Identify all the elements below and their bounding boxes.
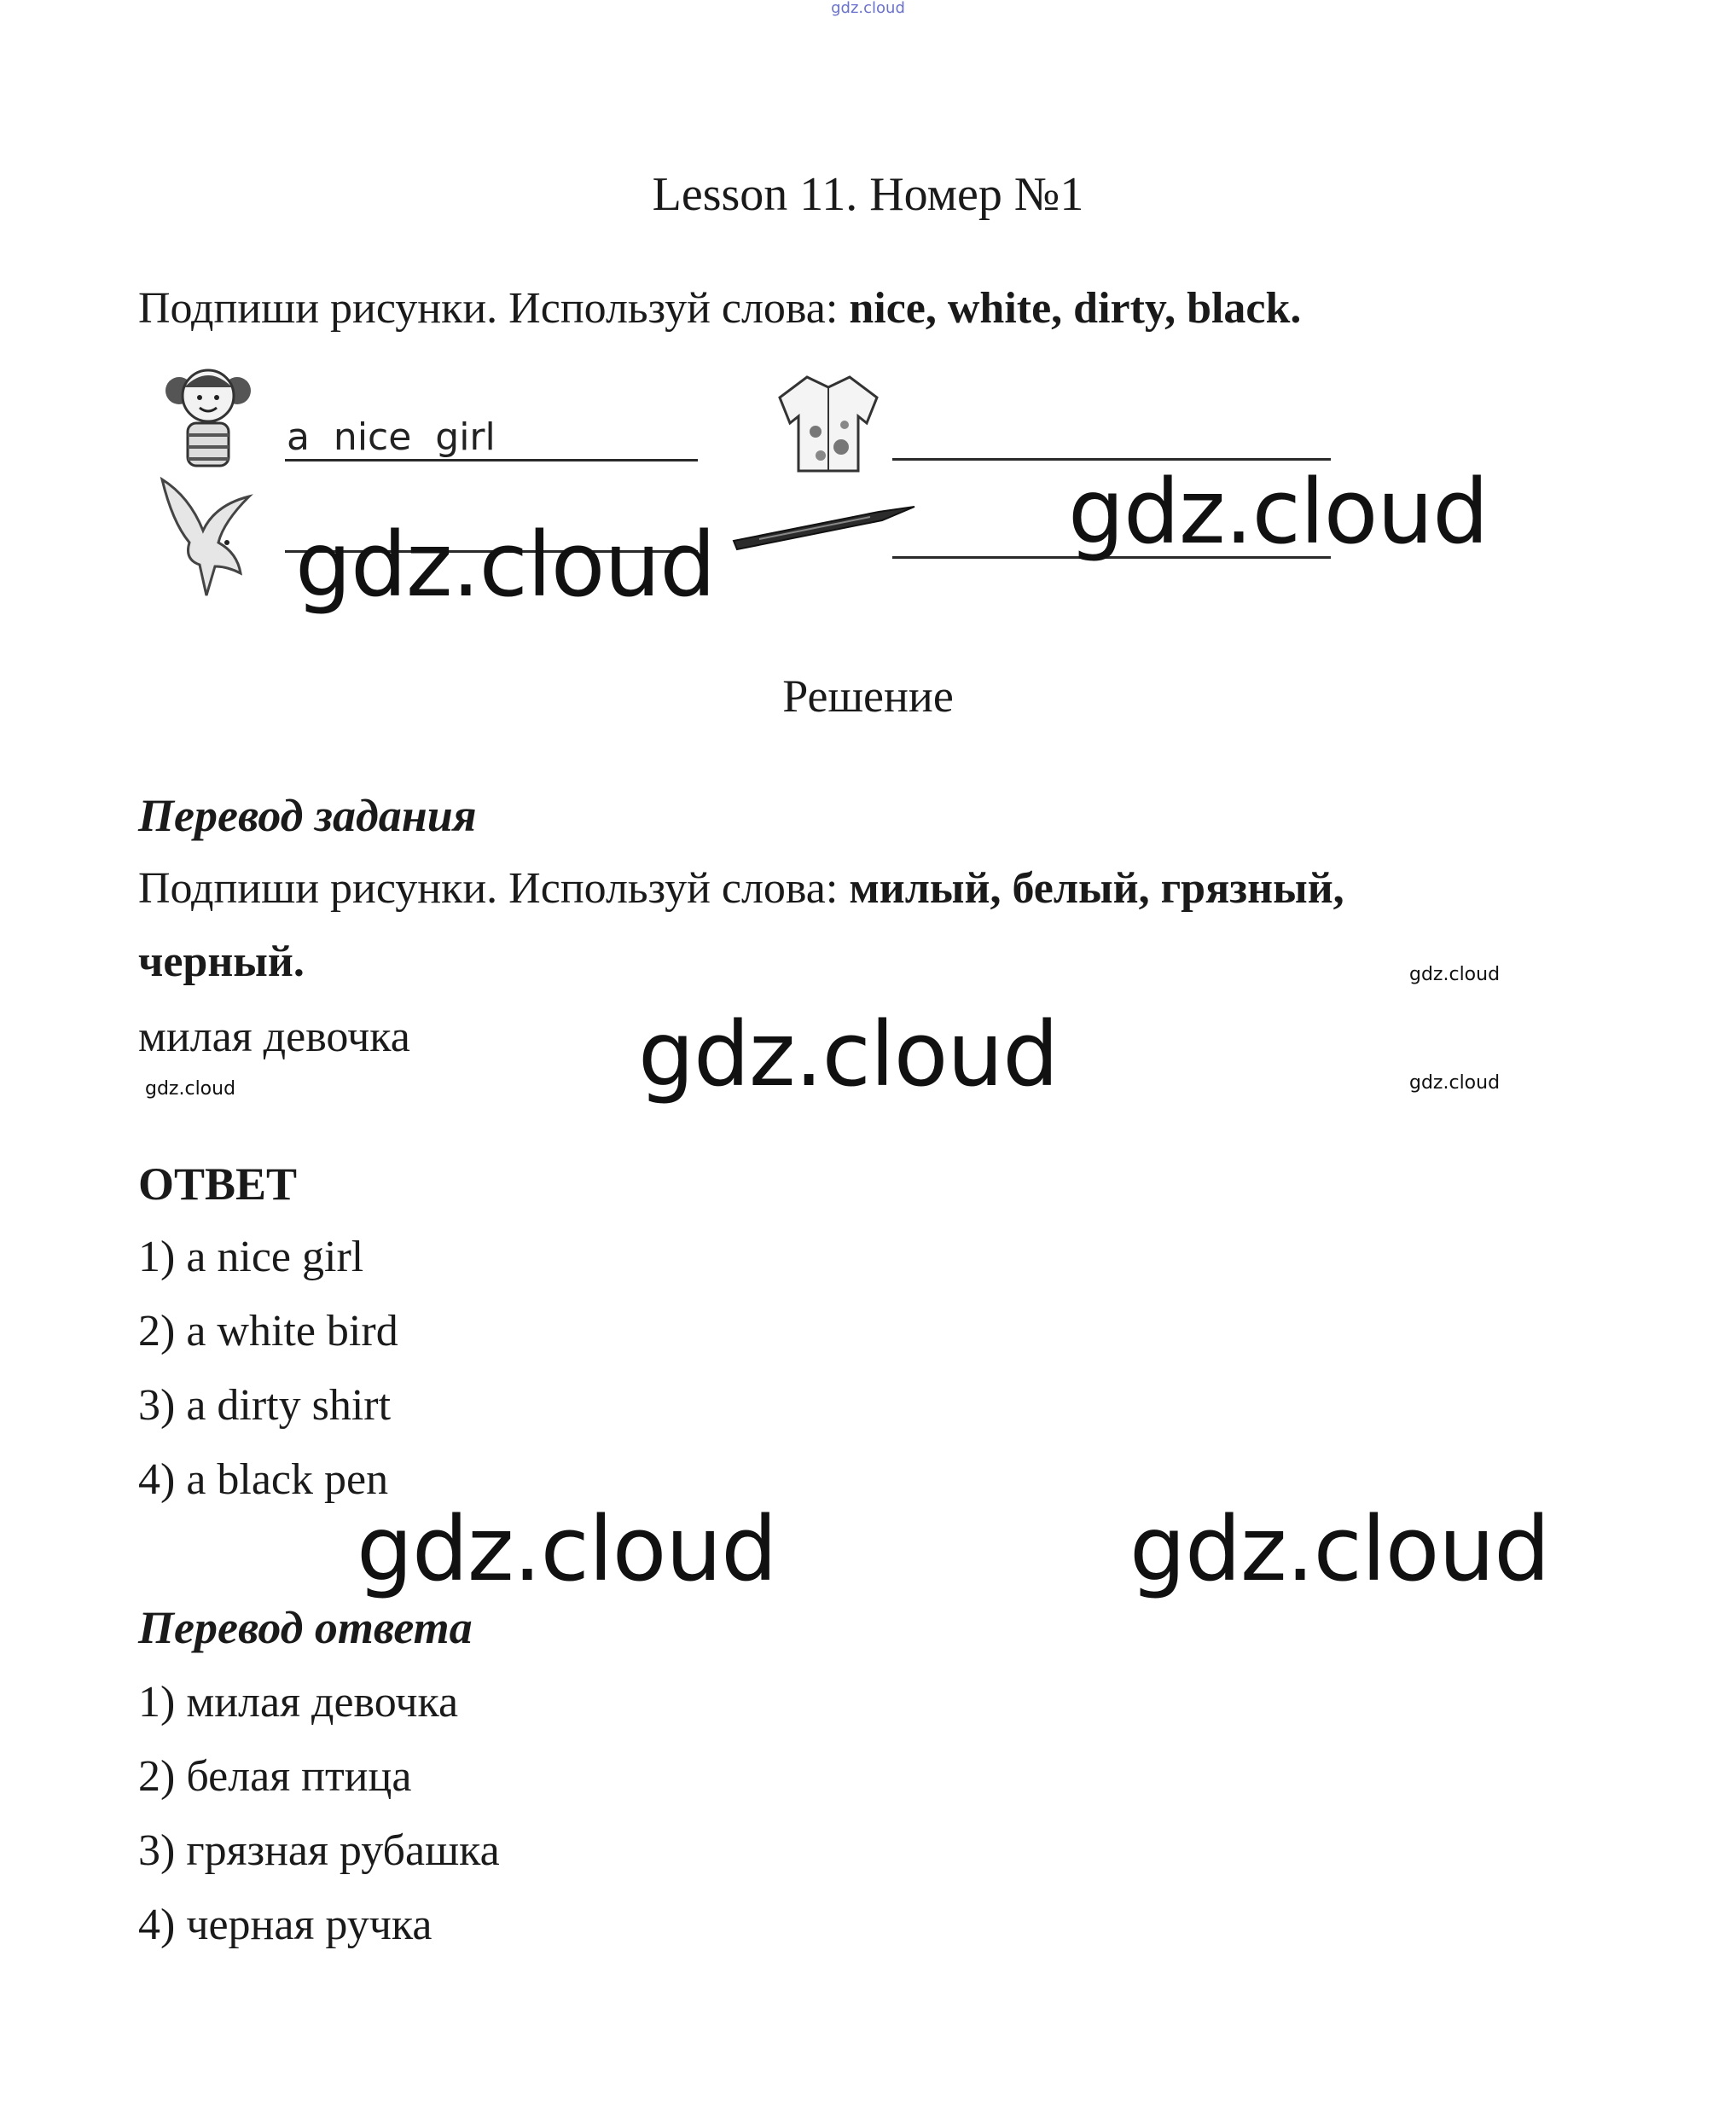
watermark-big-2: gdz.cloud — [1068, 460, 1489, 564]
translation-words-2: черный. — [138, 937, 305, 986]
translation-prefix: Подпиши рисунки. Используй слова: — [138, 864, 850, 913]
top-watermark: gdz.cloud — [831, 0, 905, 17]
answer-line-1 — [285, 459, 698, 461]
answer-translation-item: 4) черная ручка — [138, 1901, 433, 1949]
watermark-small-2: gdz.cloud — [145, 1078, 236, 1100]
answer-translation-item: 2) белая птица — [138, 1752, 412, 1801]
translation-words-1: милый, белый, грязный, — [849, 864, 1344, 913]
translation-example: милая девочка — [138, 1013, 410, 1061]
answer-translation-item: 1) милая девочка — [138, 1678, 459, 1727]
solution-title: Решение — [782, 670, 954, 722]
bird-icon — [155, 471, 266, 599]
watermark-small-3: gdz.cloud — [1409, 1072, 1501, 1094]
girl-answer-text: a nice girl — [287, 415, 496, 459]
watermark-small-1: gdz.cloud — [1409, 964, 1501, 985]
answer-translation-item: 3) грязная рубашка — [138, 1826, 500, 1875]
watermark-big-3: gdz.cloud — [638, 1002, 1059, 1106]
task-instruction — [138, 282, 1301, 336]
watermark-big-5: gdz.cloud — [1129, 1497, 1550, 1601]
task-prefix: Подпиши рисунки. Используй слова: — [138, 284, 850, 333]
task-words: nice, white, dirty, black. — [849, 284, 1302, 333]
girl-icon — [157, 357, 259, 467]
pen-icon — [725, 502, 921, 553]
answer-item: 2) a white bird — [138, 1307, 398, 1355]
shirt-icon — [773, 372, 884, 474]
translation-line-1 — [138, 862, 1344, 916]
translation-line-2 — [138, 935, 305, 990]
page-title: Lesson 11. Номер №1 — [652, 168, 1084, 221]
answer-item: 3) a dirty shirt — [138, 1381, 392, 1430]
translation-heading: Перевод задания — [138, 790, 477, 841]
answer-item: 1) a nice girl — [138, 1233, 364, 1281]
answer-heading: ОТВЕТ — [138, 1158, 298, 1210]
answer-translation-heading: Перевод ответа — [138, 1602, 473, 1653]
watermark-big-4: gdz.cloud — [357, 1497, 777, 1601]
watermark-big-1: gdz.cloud — [295, 513, 716, 617]
answer-item: 4) a black pen — [138, 1455, 389, 1504]
